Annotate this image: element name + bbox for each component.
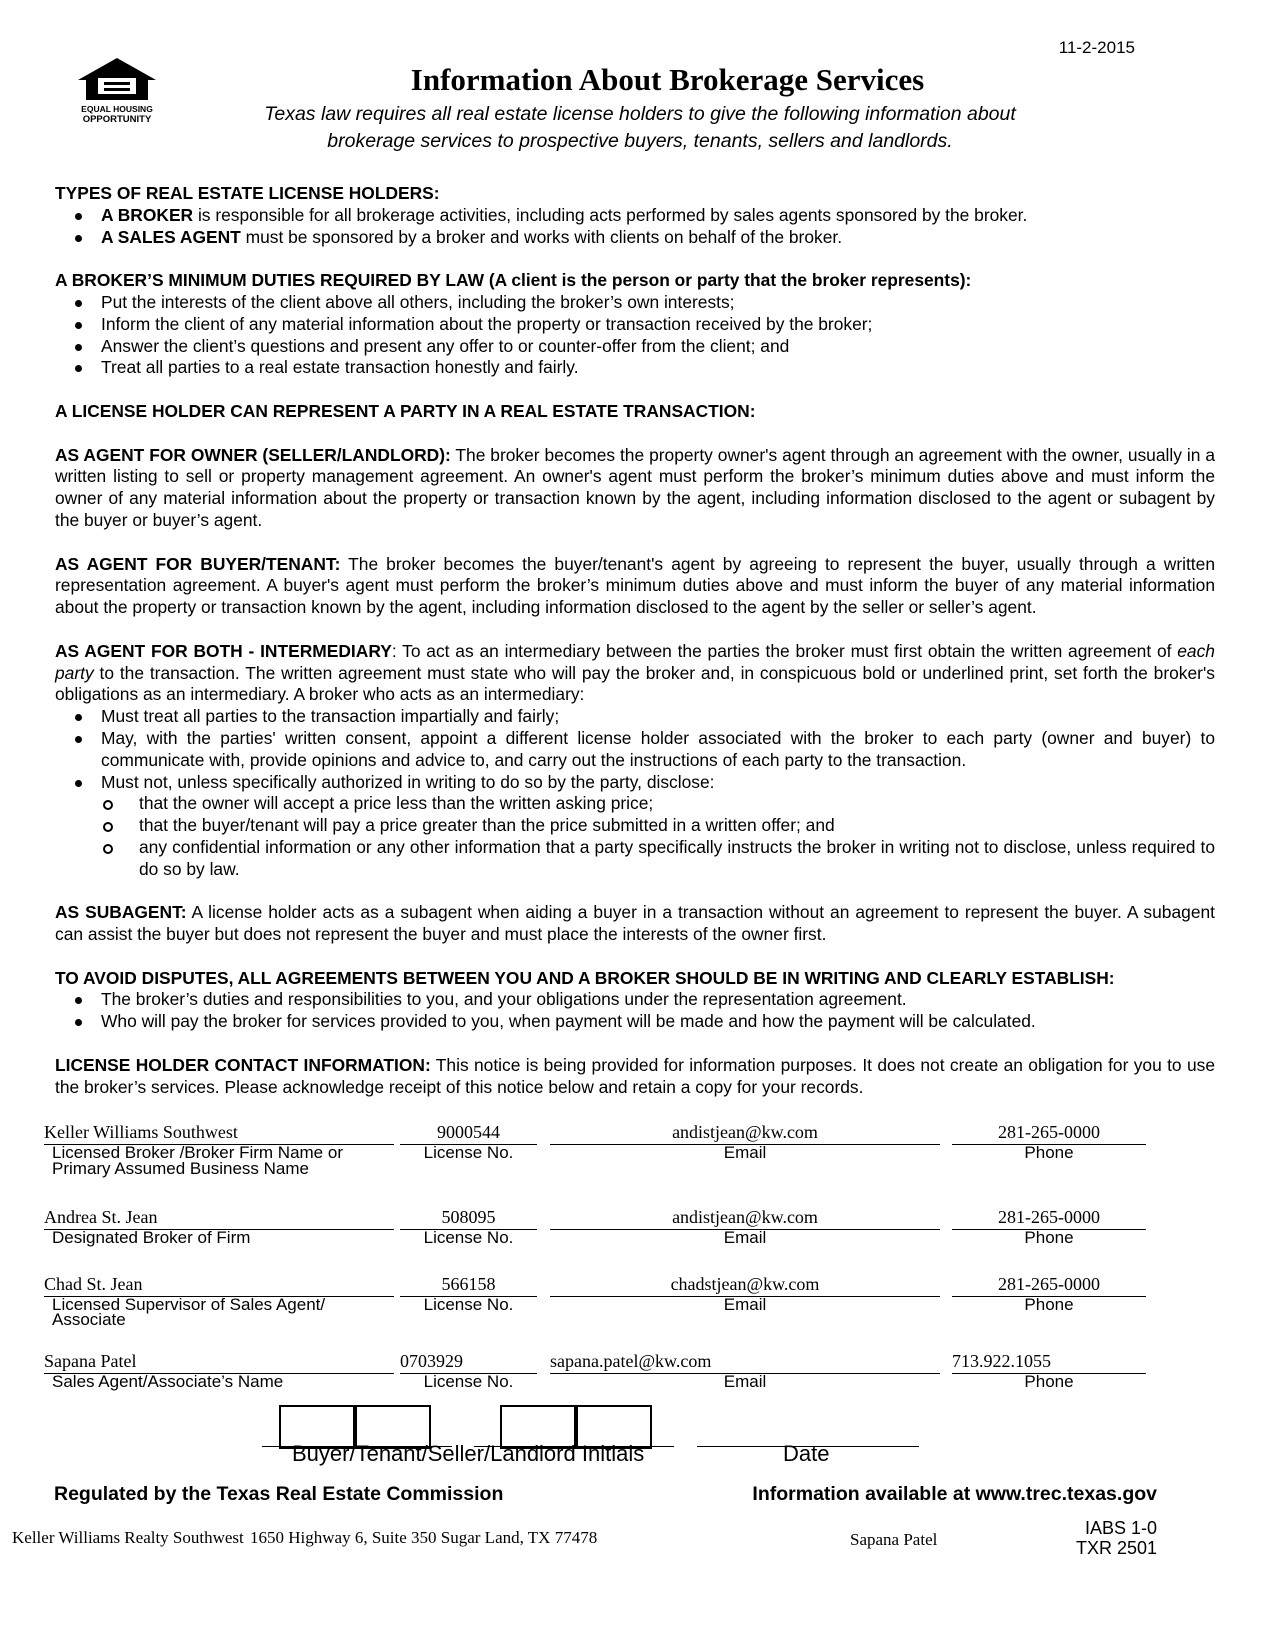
list-item: Treat all parties to a real estate transaction honestly and fairly.	[101, 357, 1215, 379]
list-item	[101, 205, 1215, 227]
office-address: 1650 Highway 6, Suite 350 Sugar Land, TX 77478	[250, 1528, 598, 1547]
owner-term: AS AGENT FOR OWNER (SELLER/LANDLORD):	[55, 444, 451, 465]
logo-text-2: OPPORTUNITY	[82, 114, 152, 125]
email-field[interactable]: sapana.patel@kw.com	[550, 1351, 712, 1371]
sales-agent-name-field[interactable]: Sapana Patel	[44, 1351, 137, 1371]
owner-paragraph	[55, 445, 1215, 532]
list-item: Who will pay the broker for services provided to you, when payment will be made and how the payment will be calculated.	[101, 1011, 1215, 1033]
field-label: Designated Broker of Firm	[52, 1228, 251, 1247]
form-code: TXR 2501	[1075, 1538, 1157, 1558]
field-label: Licensed Broker /Broker Firm Name or	[52, 1143, 343, 1162]
office-name: Keller Williams Realty Southwest	[12, 1528, 244, 1547]
email-field[interactable]: andistjean@kw.com	[672, 1207, 818, 1227]
field-label: Phone	[1024, 1228, 1074, 1247]
field-label: Phone	[1024, 1372, 1074, 1391]
sublist-item: any confidential information or any other information that a party specifically instructs the broker in writing not to disclose, unless required to do so by law.	[139, 836, 1215, 879]
field-label: Email	[723, 1143, 767, 1162]
field-label: License No.	[423, 1228, 514, 1247]
license-field[interactable]: 566158	[441, 1274, 496, 1294]
intermediary-term: AS AGENT FOR BOTH - INTERMEDIARY	[55, 640, 392, 661]
subagent-paragraph	[55, 902, 1215, 946]
definition-sales-agent: must be sponsored by a broker and works with clients on behalf of the broker.	[240, 226, 843, 247]
field-label: Phone	[1024, 1295, 1074, 1314]
buyer-text: The broker becomes the buyer/tenant's agent by agreeing to represent the buyer, usually through a written representation agreement. A buyer's agent must perform the broker’s minimum duties above and must inform the buyer of any material information about the property or transaction known by the agent, including information disclosed to the agent by the seller or seller’s agent.	[55, 553, 1215, 618]
form-date: 11-2-2015	[1058, 38, 1135, 57]
term-broker: A BROKER	[101, 204, 194, 225]
disputes-list	[55, 989, 1215, 1033]
list-item: Must treat all parties to the transaction impartially and fairly;	[101, 706, 1215, 728]
list-item: Answer the client’s questions and present any offer to or counter-offer from the client; and	[101, 336, 1215, 358]
initials-label: Buyer/Tenant/Seller/Landlord Initials	[292, 1441, 645, 1466]
list-item	[101, 772, 1215, 881]
broker-firm-name-field[interactable]: Keller Williams Southwest	[44, 1122, 238, 1142]
sublist-item: that the buyer/tenant will pay a price greater than the price submitted in a written offer; and	[139, 815, 1215, 837]
license-field[interactable]: 508095	[441, 1207, 496, 1227]
license-field[interactable]: 9000544	[437, 1122, 500, 1142]
license-field[interactable]: 0703929	[400, 1351, 463, 1371]
logo-text-1: EQUAL HOUSING	[81, 104, 153, 114]
list-item: Put the interests of the client above all others, including the broker’s own interests;	[101, 292, 1215, 314]
buyer-term: AS AGENT FOR BUYER/TENANT:	[55, 553, 341, 574]
phone-field[interactable]: 281-265-0000	[998, 1274, 1100, 1294]
owner-text: The broker becomes the property owner's agent through an agreement with the owner, usually in a written listing to sell or property management agreement. An owner's agent must perform the broker’s minimum duties above and must inform the owner of any material information about the property or transaction known by the agent, including information disclosed to the agent or subagent by the buyer or buyer’s agent.	[55, 444, 1215, 530]
field-label: Phone	[1024, 1143, 1074, 1162]
contact-text: This notice is being provided for information purposes. It does not create an obligation for you to use the broker’s services. Please acknowledge receipt of this notice below and retain a copy for your records.	[55, 1054, 1215, 1097]
form-id: IABS 1-0	[1084, 1518, 1157, 1538]
subtitle-line-2: brokerage services to prospective buyers, tenants, sellers and landlords.	[327, 130, 953, 152]
phone-field[interactable]: 713.922.1055	[952, 1351, 1051, 1371]
duties-list	[55, 292, 1215, 379]
field-label: License No.	[423, 1295, 514, 1314]
agent-name: Sapana Patel	[850, 1530, 938, 1549]
sublist-item: that the owner will accept a price less than the written asking price;	[139, 793, 1215, 815]
field-label: Primary Assumed Business Name	[52, 1159, 309, 1178]
subtitle-line-1: Texas law requires all real estate license holders to give the following information about	[264, 103, 1016, 125]
field-label: Associate	[52, 1310, 126, 1329]
list-item-text: Must not, unless specifically authorized in writing to do so by the party, disclose:	[101, 771, 715, 792]
term-sales-agent: A SALES AGENT	[101, 226, 241, 247]
intermediary-list	[55, 706, 1215, 880]
page-subtitle	[200, 101, 1080, 155]
intermediary-italic: each party	[55, 640, 1215, 683]
trec-info-link[interactable]: Information available at www.trec.texas.gov	[752, 1483, 1157, 1505]
list-item	[101, 227, 1215, 249]
definition-broker: is responsible for all brokerage activities, including acts performed by sales agents sponsored by the broker.	[193, 204, 1028, 225]
field-label: Email	[723, 1228, 767, 1247]
intermediary-text-a: : To act as an intermediary between the parties the broker must first obtain the written agreement of	[391, 640, 1178, 661]
contact-paragraph	[55, 1055, 1215, 1099]
email-field[interactable]: andistjean@kw.com	[672, 1122, 818, 1142]
types-heading: TYPES OF REAL ESTATE LICENSE HOLDERS:	[55, 183, 440, 203]
document-body	[55, 183, 1215, 1120]
regulated-by-text: Regulated by the Texas Real Estate Commission	[54, 1483, 504, 1505]
duties-heading: A BROKER’S MINIMUM DUTIES REQUIRED BY LAW (A client is the person or party that the broker represents):	[55, 270, 972, 291]
field-label: Licensed Supervisor of Sales Agent/	[52, 1295, 326, 1314]
supervisor-name-field[interactable]: Chad St. Jean	[44, 1274, 143, 1294]
contact-term: LICENSE HOLDER CONTACT INFORMATION:	[55, 1054, 431, 1075]
list-item: Inform the client of any material information about the property or transaction received by the broker;	[101, 314, 1215, 336]
field-label: Sales Agent/Associate’s Name	[52, 1372, 284, 1391]
email-field[interactable]: chadstjean@kw.com	[670, 1274, 820, 1294]
field-label: License No.	[423, 1372, 514, 1391]
field-label: Email	[723, 1372, 767, 1391]
represent-heading	[55, 401, 1215, 423]
phone-field[interactable]: 281-265-0000	[998, 1122, 1100, 1142]
intermediary-sublist	[101, 793, 1215, 880]
field-label: Email	[723, 1295, 767, 1314]
date-label: Date	[783, 1441, 830, 1466]
represent-heading-text: A LICENSE HOLDER CAN REPRESENT A PARTY IN A REAL ESTATE TRANSACTION:	[55, 400, 756, 421]
intermediary-paragraph	[55, 641, 1215, 706]
list-item: The broker’s duties and responsibilities to you, and your obligations under the representation agreement.	[101, 989, 1215, 1011]
subagent-term: AS SUBAGENT:	[55, 902, 187, 923]
intermediary-text-b: to the transaction. The written agreement must state who will pay the broker and, in conspicuous bold or underlined print, set forth the broker's obligations as an intermediary. A broker who acts as an intermediary:	[55, 662, 1215, 705]
phone-field[interactable]: 281-265-0000	[998, 1207, 1100, 1227]
designated-broker-name-field[interactable]: Andrea St. Jean	[44, 1207, 158, 1227]
disputes-heading: TO AVOID DISPUTES, ALL AGREEMENTS BETWEEN YOU AND A BROKER SHOULD BE IN WRITING AND CLEARLY ESTABLISH:	[55, 967, 1115, 988]
list-item: May, with the parties' written consent, appoint a different license holder associated with the broker to each party (owner and buyer) to communicate with, provide opinions and advice to, and carry out the instructions of each party to the transaction.	[101, 727, 1215, 770]
page-title: Information About Brokerage Services	[410, 62, 925, 97]
buyer-paragraph	[55, 554, 1215, 619]
subagent-text: A license holder acts as a subagent when aiding a buyer in a transaction without an agreement to represent the buyer. A subagent can assist the buyer but does not represent the buyer and must place the interests of the owner first.	[55, 902, 1215, 945]
types-list	[55, 205, 1215, 249]
field-label: License No.	[423, 1143, 514, 1162]
